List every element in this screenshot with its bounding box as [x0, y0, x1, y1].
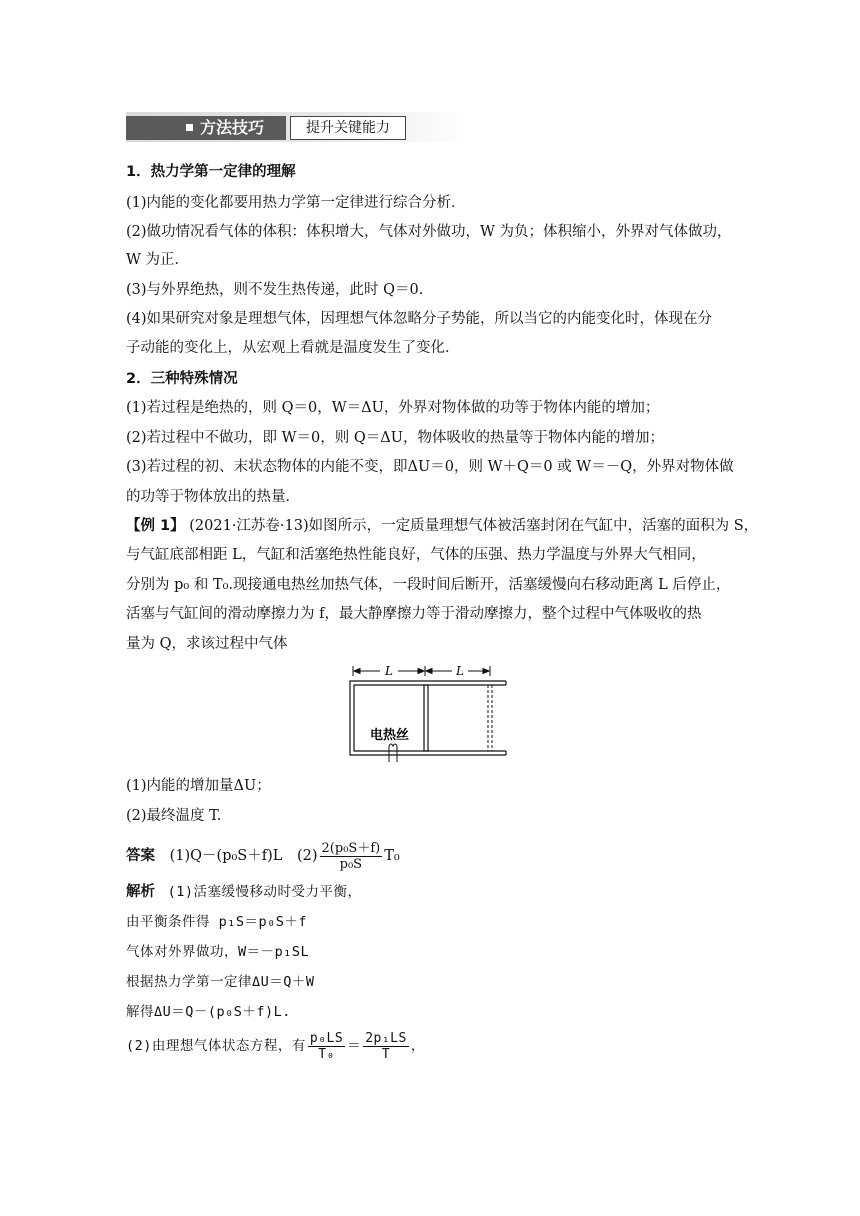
- analysis-line-4: 根据热力学第一定律ΔU＝Q＋W: [126, 974, 315, 990]
- analysis-line-1: [126, 882, 362, 902]
- section1-p4a: (4)如果研究对象是理想气体，因理想气体忽略分子势能，所以当它的内能变化时，体现在分: [126, 311, 713, 327]
- square-bullet-icon: [186, 124, 193, 131]
- example-line-4: 活塞与气缸间的滑动摩擦力为 f，最大静摩擦力等于滑动摩擦力，整个过程中气体吸收的热: [126, 606, 702, 622]
- section2-p1: (1)若过程是绝热的，则 Q＝0，W＝ΔU，外界对物体做的功等于物体内能的增加；: [126, 400, 660, 416]
- example-line-2: 与气缸底部相距 L，气缸和活塞绝热性能良好，气体的压强、热力学温度与外界大气相同，: [126, 547, 706, 563]
- analysis-line-6: [126, 1026, 425, 1066]
- analysis-text-1: (1)活塞缓慢移动时受力平衡，: [167, 884, 362, 900]
- analysis-line-3: 气体对外界做功，W＝－p₁SL: [126, 944, 310, 960]
- answer-frac-num: 2(p₀S＋f): [321, 840, 381, 856]
- state-frac1-num: p₀LS: [309, 1030, 344, 1046]
- section2-p3a: (3)若过程的初、末状态物体的内能不变，即ΔU＝0，则 W＋Q＝0 或 W＝－Q，外界对物体做: [126, 459, 734, 475]
- answer-tag: 答案: [126, 848, 155, 864]
- equals-sign: ＝: [347, 1038, 362, 1054]
- state-frac2-den: T: [381, 1046, 391, 1062]
- example-tag: 【例 1】: [126, 518, 185, 534]
- answer-frac-den: p₀S: [339, 856, 363, 872]
- section1-p2a: (2)做功情况看气体的体积：体积增大，气体对外做功，W 为负；体积缩小，外界对气体做功，: [126, 224, 732, 240]
- analysis-tag: 解析: [126, 884, 155, 900]
- answer-part2-prefix: (2): [296, 848, 318, 864]
- example-line-5: 量为 Q，求该过程中气体: [126, 636, 288, 652]
- analysis-line-5: 解得ΔU＝Q－(p₀S＋f)L.: [126, 1004, 291, 1020]
- question-2: (2)最终温度 T.: [126, 808, 222, 824]
- section2-p2: (2)若过程中不做功，即 W＝0，则 Q＝ΔU，物体吸收的热量等于物体内能的增加；: [126, 430, 664, 446]
- example-line-1: [126, 516, 758, 536]
- section1-p3: (3)与外界绝热，则不发生热传递，此时 Q＝0.: [126, 282, 424, 298]
- banner-subtitle: 提升关键能力: [290, 116, 406, 140]
- answer-fraction: [320, 841, 383, 872]
- section1-heading: 1．热力学第一定律的理解: [126, 164, 296, 180]
- section2-p3b: 的功等于物体放出的热量．: [126, 489, 300, 505]
- banner-title: 方法技巧: [200, 118, 265, 137]
- example-line-3: 分别为 p₀ 和 T₀.现接通电热丝加热气体，一段时间后断开，活塞缓慢向右移动距离 L 后停止，: [126, 577, 731, 593]
- heater-label: 电热丝: [370, 728, 410, 743]
- section1-p4b: 子动能的变化上，从宏观上看就是温度发生了变化．: [126, 340, 460, 356]
- answer-line: [126, 836, 400, 876]
- length-label-2: L: [456, 664, 464, 678]
- answer-part2-suffix: T₀: [384, 848, 400, 864]
- section2-heading: 2．三种特殊情况: [126, 371, 238, 387]
- length-label-1: L: [385, 664, 393, 678]
- state-fraction-1: [308, 1031, 345, 1062]
- state-fraction-2: [363, 1031, 409, 1062]
- answer-part1: (1)Q－(p₀S＋f)L: [169, 848, 283, 864]
- question-1: (1)内能的增加量ΔU；: [126, 778, 271, 794]
- analysis-l6-prefix: (2)由理想气体状态方程，有: [126, 1038, 306, 1054]
- analysis-line-2: 由平衡条件得 p₁S＝p₀S＋f: [126, 914, 308, 930]
- analysis-l6-suffix: ，: [410, 1038, 425, 1054]
- section1-p2b: W 为正．: [126, 252, 190, 268]
- state-frac1-den: T₀: [318, 1046, 335, 1062]
- state-frac2-num: 2p₁LS: [365, 1030, 407, 1046]
- cylinder-diagram: [340, 660, 520, 768]
- example-text-1: (2021·江苏卷·13)如图所示，一定质量理想气体被活塞封闭在气缸中，活塞的面积为 S，: [184, 518, 759, 534]
- section1-p1: (1)内能的变化都要用热力学第一定律进行综合分析．: [126, 195, 466, 211]
